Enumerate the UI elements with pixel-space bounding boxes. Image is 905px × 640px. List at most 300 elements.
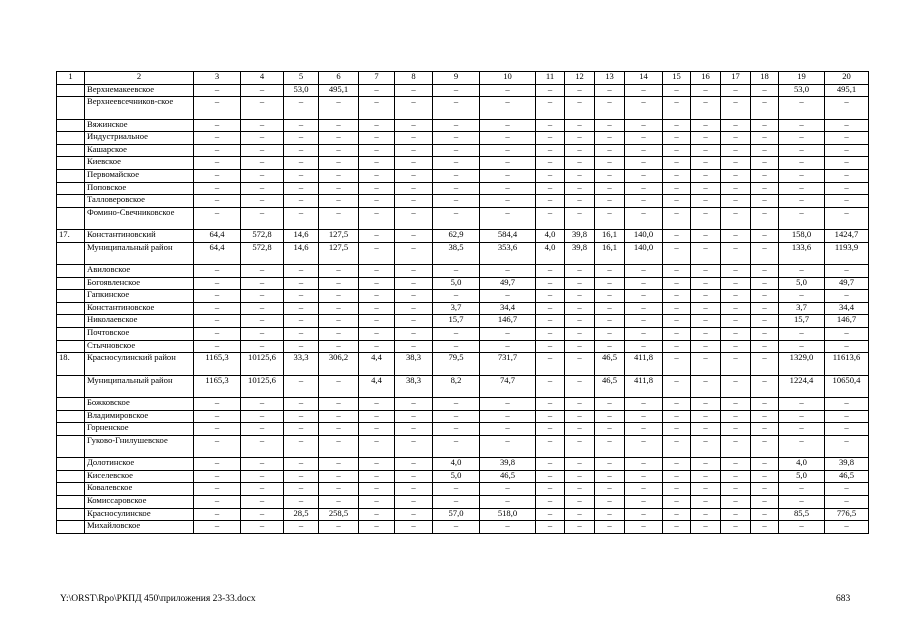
value-cell: – [721,144,751,157]
value-cell: – [825,410,869,423]
territory-name-cell: Богоявленское [85,277,194,290]
value-cell: – [565,182,595,195]
value-cell: – [691,340,721,353]
value-cell: – [625,470,663,483]
value-cell: 158,0 [779,230,825,243]
value-cell: – [595,398,625,411]
value-cell: – [241,328,284,341]
value-cell: 14,6 [284,230,319,243]
value-cell: 15,7 [433,315,480,328]
value-cell: – [194,144,241,157]
value-cell: – [565,353,595,375]
value-cell: – [751,470,779,483]
value-cell: – [194,423,241,436]
value-cell: – [284,398,319,411]
row-number-cell [57,315,85,328]
value-cell: – [625,508,663,521]
value-cell: 62,9 [433,230,480,243]
value-cell: – [433,182,480,195]
value-cell: – [395,435,433,457]
value-cell: 3,7 [779,302,825,315]
value-cell: 4,4 [359,375,395,397]
value-cell: – [721,207,751,229]
value-cell: – [565,169,595,182]
territory-name-cell: Комиссаровское [85,496,194,509]
value-cell: – [536,470,565,483]
value-cell: 306,2 [319,353,359,375]
value-cell: 15,7 [779,315,825,328]
value-cell: – [433,97,480,119]
value-cell: – [825,423,869,436]
value-cell: – [721,182,751,195]
value-cell: 258,5 [319,508,359,521]
value-cell: – [691,458,721,471]
value-cell: 39,8 [825,458,869,471]
value-cell: – [480,157,536,170]
value-cell: – [359,508,395,521]
value-cell: – [625,290,663,303]
value-cell: – [751,290,779,303]
value-cell: – [721,230,751,243]
row-number-cell [57,157,85,170]
value-cell: – [319,132,359,145]
value-cell: – [241,423,284,436]
column-number-header: 20 [825,72,869,85]
table-row [57,496,869,509]
table-row [57,423,869,436]
value-cell: – [433,398,480,411]
value-cell: – [319,119,359,132]
value-cell: – [565,410,595,423]
value-cell: – [779,169,825,182]
value-cell: – [721,375,751,397]
value-cell: – [319,277,359,290]
row-number-cell [57,97,85,119]
value-cell: – [319,398,359,411]
row-number-cell [57,470,85,483]
value-cell: – [751,182,779,195]
row-number-cell [57,119,85,132]
value-cell: – [433,207,480,229]
value-cell: – [663,277,691,290]
value-cell: – [825,328,869,341]
value-cell: 34,4 [825,302,869,315]
value-cell: – [395,242,433,264]
value-cell: – [691,277,721,290]
value-cell: – [359,458,395,471]
value-cell: – [284,521,319,534]
value-cell: – [721,169,751,182]
value-cell: – [751,458,779,471]
value-cell: – [433,265,480,278]
value-cell: – [779,182,825,195]
value-cell: – [751,508,779,521]
value-cell: – [536,340,565,353]
value-cell: – [691,157,721,170]
value-cell: – [595,132,625,145]
value-cell: – [691,328,721,341]
value-cell: 146,7 [825,315,869,328]
value-cell: – [359,157,395,170]
value-cell: – [779,398,825,411]
value-cell: – [536,521,565,534]
value-cell: – [663,144,691,157]
value-cell: – [595,144,625,157]
value-cell: 1165,3 [194,353,241,375]
value-cell: – [395,230,433,243]
value-cell: – [595,435,625,457]
column-number-header: 19 [779,72,825,85]
value-cell: – [359,410,395,423]
value-cell: – [625,84,663,97]
value-cell: 53,0 [779,84,825,97]
value-cell: 10125,6 [241,353,284,375]
table-row [57,277,869,290]
value-cell: – [284,290,319,303]
value-cell: – [319,265,359,278]
value-cell: 49,7 [480,277,536,290]
value-cell: – [433,290,480,303]
value-cell: – [536,144,565,157]
value-cell: – [536,157,565,170]
value-cell: – [779,521,825,534]
value-cell: – [625,521,663,534]
value-cell: – [480,144,536,157]
territory-name-cell: Талловеровское [85,195,194,208]
value-cell: – [825,340,869,353]
value-cell: – [751,410,779,423]
column-number-header: 1 [57,72,85,85]
value-cell: – [241,132,284,145]
value-cell: 353,6 [480,242,536,264]
value-cell: – [480,182,536,195]
value-cell: – [359,144,395,157]
value-cell: 4,0 [779,458,825,471]
value-cell: 38,5 [433,242,480,264]
value-cell: – [536,84,565,97]
value-cell: – [751,84,779,97]
value-cell: – [625,119,663,132]
value-cell: – [691,353,721,375]
territory-name-cell: Индустриальное [85,132,194,145]
table-row [57,230,869,243]
value-cell: – [284,195,319,208]
value-cell: – [779,483,825,496]
value-cell: – [241,97,284,119]
value-cell: 495,1 [825,84,869,97]
value-cell: – [194,496,241,509]
table-row [57,353,869,375]
column-number-header: 14 [625,72,663,85]
territory-name-cell: Горненское [85,423,194,436]
value-cell: – [395,144,433,157]
territory-name-cell: Стычновское [85,340,194,353]
value-cell: 572,8 [241,242,284,264]
value-cell: – [625,302,663,315]
value-cell: – [663,375,691,397]
table-row [57,340,869,353]
value-cell: 38,3 [395,375,433,397]
value-cell: – [721,277,751,290]
value-cell: – [359,423,395,436]
value-cell: 4,0 [536,230,565,243]
value-cell: – [480,521,536,534]
value-cell: – [241,496,284,509]
value-cell: – [241,340,284,353]
table-row [57,375,869,397]
value-cell: – [595,423,625,436]
value-cell: 64,4 [194,230,241,243]
value-cell: 1224,4 [779,375,825,397]
value-cell: – [825,97,869,119]
value-cell: 572,8 [241,230,284,243]
value-cell: – [480,265,536,278]
value-cell: – [565,470,595,483]
value-cell: – [595,157,625,170]
value-cell: – [480,207,536,229]
value-cell: – [691,230,721,243]
value-cell: – [395,84,433,97]
value-cell: – [359,132,395,145]
value-cell: – [284,470,319,483]
value-cell: – [480,119,536,132]
value-cell: – [433,157,480,170]
value-cell: – [433,483,480,496]
value-cell: – [663,458,691,471]
value-cell: – [241,169,284,182]
value-cell: – [721,290,751,303]
value-cell: – [284,340,319,353]
value-cell: – [595,458,625,471]
value-cell: – [395,132,433,145]
value-cell: – [663,483,691,496]
value-cell: – [691,207,721,229]
value-cell: – [319,302,359,315]
value-cell: – [194,157,241,170]
value-cell: – [359,315,395,328]
territory-name-cell: Киселевское [85,470,194,483]
value-cell: – [359,207,395,229]
value-cell: – [319,328,359,341]
value-cell: 127,5 [319,242,359,264]
value-cell: – [565,290,595,303]
value-cell: – [395,182,433,195]
value-cell: – [395,470,433,483]
value-cell: – [663,157,691,170]
value-cell: – [625,410,663,423]
value-cell: – [284,97,319,119]
value-cell: – [194,195,241,208]
row-number-cell [57,277,85,290]
table-body [57,72,869,534]
table-row [57,410,869,423]
column-number-header: 17 [721,72,751,85]
value-cell: – [395,521,433,534]
value-cell: – [319,496,359,509]
value-cell: – [751,119,779,132]
value-cell: – [825,144,869,157]
value-cell: – [779,195,825,208]
value-cell: – [395,195,433,208]
value-cell: – [595,340,625,353]
value-cell: – [359,496,395,509]
value-cell: – [751,169,779,182]
value-cell: – [395,119,433,132]
value-cell: – [721,132,751,145]
value-cell: – [284,315,319,328]
value-cell: – [241,315,284,328]
value-cell: – [663,340,691,353]
value-cell: – [536,207,565,229]
table-row [57,508,869,521]
value-cell: – [241,508,284,521]
row-number-cell [57,195,85,208]
value-cell: – [595,207,625,229]
value-cell: – [395,398,433,411]
territory-name-cell: Верхнеевсечников-ское [85,97,194,119]
value-cell: – [825,290,869,303]
value-cell: – [284,144,319,157]
column-number-header: 9 [433,72,480,85]
value-cell: – [825,398,869,411]
table-row [57,521,869,534]
value-cell: – [595,119,625,132]
territory-name-cell: Поповское [85,182,194,195]
value-cell: – [663,398,691,411]
value-cell: – [194,265,241,278]
column-number-header: 18 [751,72,779,85]
value-cell: – [395,315,433,328]
value-cell: – [751,328,779,341]
value-cell: – [691,496,721,509]
value-cell: 411,8 [625,353,663,375]
value-cell: – [359,230,395,243]
table-row [57,119,869,132]
value-cell: – [721,302,751,315]
value-cell: – [536,398,565,411]
value-cell: – [536,483,565,496]
value-cell: – [721,97,751,119]
value-cell: – [691,242,721,264]
value-cell: – [194,207,241,229]
value-cell: 46,5 [595,375,625,397]
value-cell: – [625,328,663,341]
value-cell: – [595,97,625,119]
value-cell: – [625,207,663,229]
value-cell: – [284,410,319,423]
column-number-header: 7 [359,72,395,85]
value-cell: – [663,132,691,145]
territory-name-cell: Вяжинское [85,119,194,132]
value-cell: – [359,435,395,457]
value-cell: – [625,315,663,328]
value-cell: – [359,290,395,303]
territory-name-cell: Киевское [85,157,194,170]
value-cell: – [194,132,241,145]
value-cell: – [194,470,241,483]
table-row [57,315,869,328]
value-cell: – [359,521,395,534]
value-cell: – [433,521,480,534]
territory-name-cell: Николаевское [85,315,194,328]
table-row [57,84,869,97]
value-cell: – [721,435,751,457]
value-cell: – [565,277,595,290]
value-cell: – [241,277,284,290]
value-cell: – [825,169,869,182]
value-cell: – [284,375,319,397]
value-cell: – [359,340,395,353]
value-cell: – [359,119,395,132]
value-cell: – [480,169,536,182]
row-number-cell [57,508,85,521]
value-cell: – [595,265,625,278]
value-cell: – [565,398,595,411]
value-cell: – [565,97,595,119]
column-number-header: 8 [395,72,433,85]
value-cell: 5,0 [779,470,825,483]
value-cell: – [319,195,359,208]
value-cell: – [284,277,319,290]
value-cell: – [825,157,869,170]
value-cell: – [319,435,359,457]
value-cell: – [433,340,480,353]
value-cell: – [825,265,869,278]
value-cell: – [480,132,536,145]
value-cell: 140,0 [625,242,663,264]
value-cell: 731,7 [480,353,536,375]
value-cell: – [284,328,319,341]
value-cell: – [625,195,663,208]
value-cell: – [565,340,595,353]
value-cell: – [480,496,536,509]
value-cell: 133,6 [779,242,825,264]
value-cell: – [721,242,751,264]
value-cell: – [751,230,779,243]
value-cell: – [536,132,565,145]
value-cell: – [825,435,869,457]
value-cell: – [284,169,319,182]
value-cell: 518,0 [480,508,536,521]
value-cell: 10650,4 [825,375,869,397]
value-cell: – [536,290,565,303]
value-cell: – [359,328,395,341]
value-cell: – [433,410,480,423]
value-cell: – [480,97,536,119]
territory-name-cell: Ковалевское [85,483,194,496]
table-row [57,265,869,278]
value-cell: – [536,265,565,278]
column-number-header: 5 [284,72,319,85]
column-number-header: 6 [319,72,359,85]
value-cell: – [359,97,395,119]
value-cell: – [359,84,395,97]
value-cell: – [691,182,721,195]
value-cell: – [536,97,565,119]
value-cell: – [284,435,319,457]
value-cell: – [595,328,625,341]
value-cell: – [663,435,691,457]
value-cell: – [359,265,395,278]
value-cell: – [194,290,241,303]
value-cell: 28,5 [284,508,319,521]
value-cell: – [241,483,284,496]
value-cell: – [779,132,825,145]
row-number-cell [57,169,85,182]
value-cell: – [359,242,395,264]
value-cell: – [395,496,433,509]
value-cell: – [395,207,433,229]
